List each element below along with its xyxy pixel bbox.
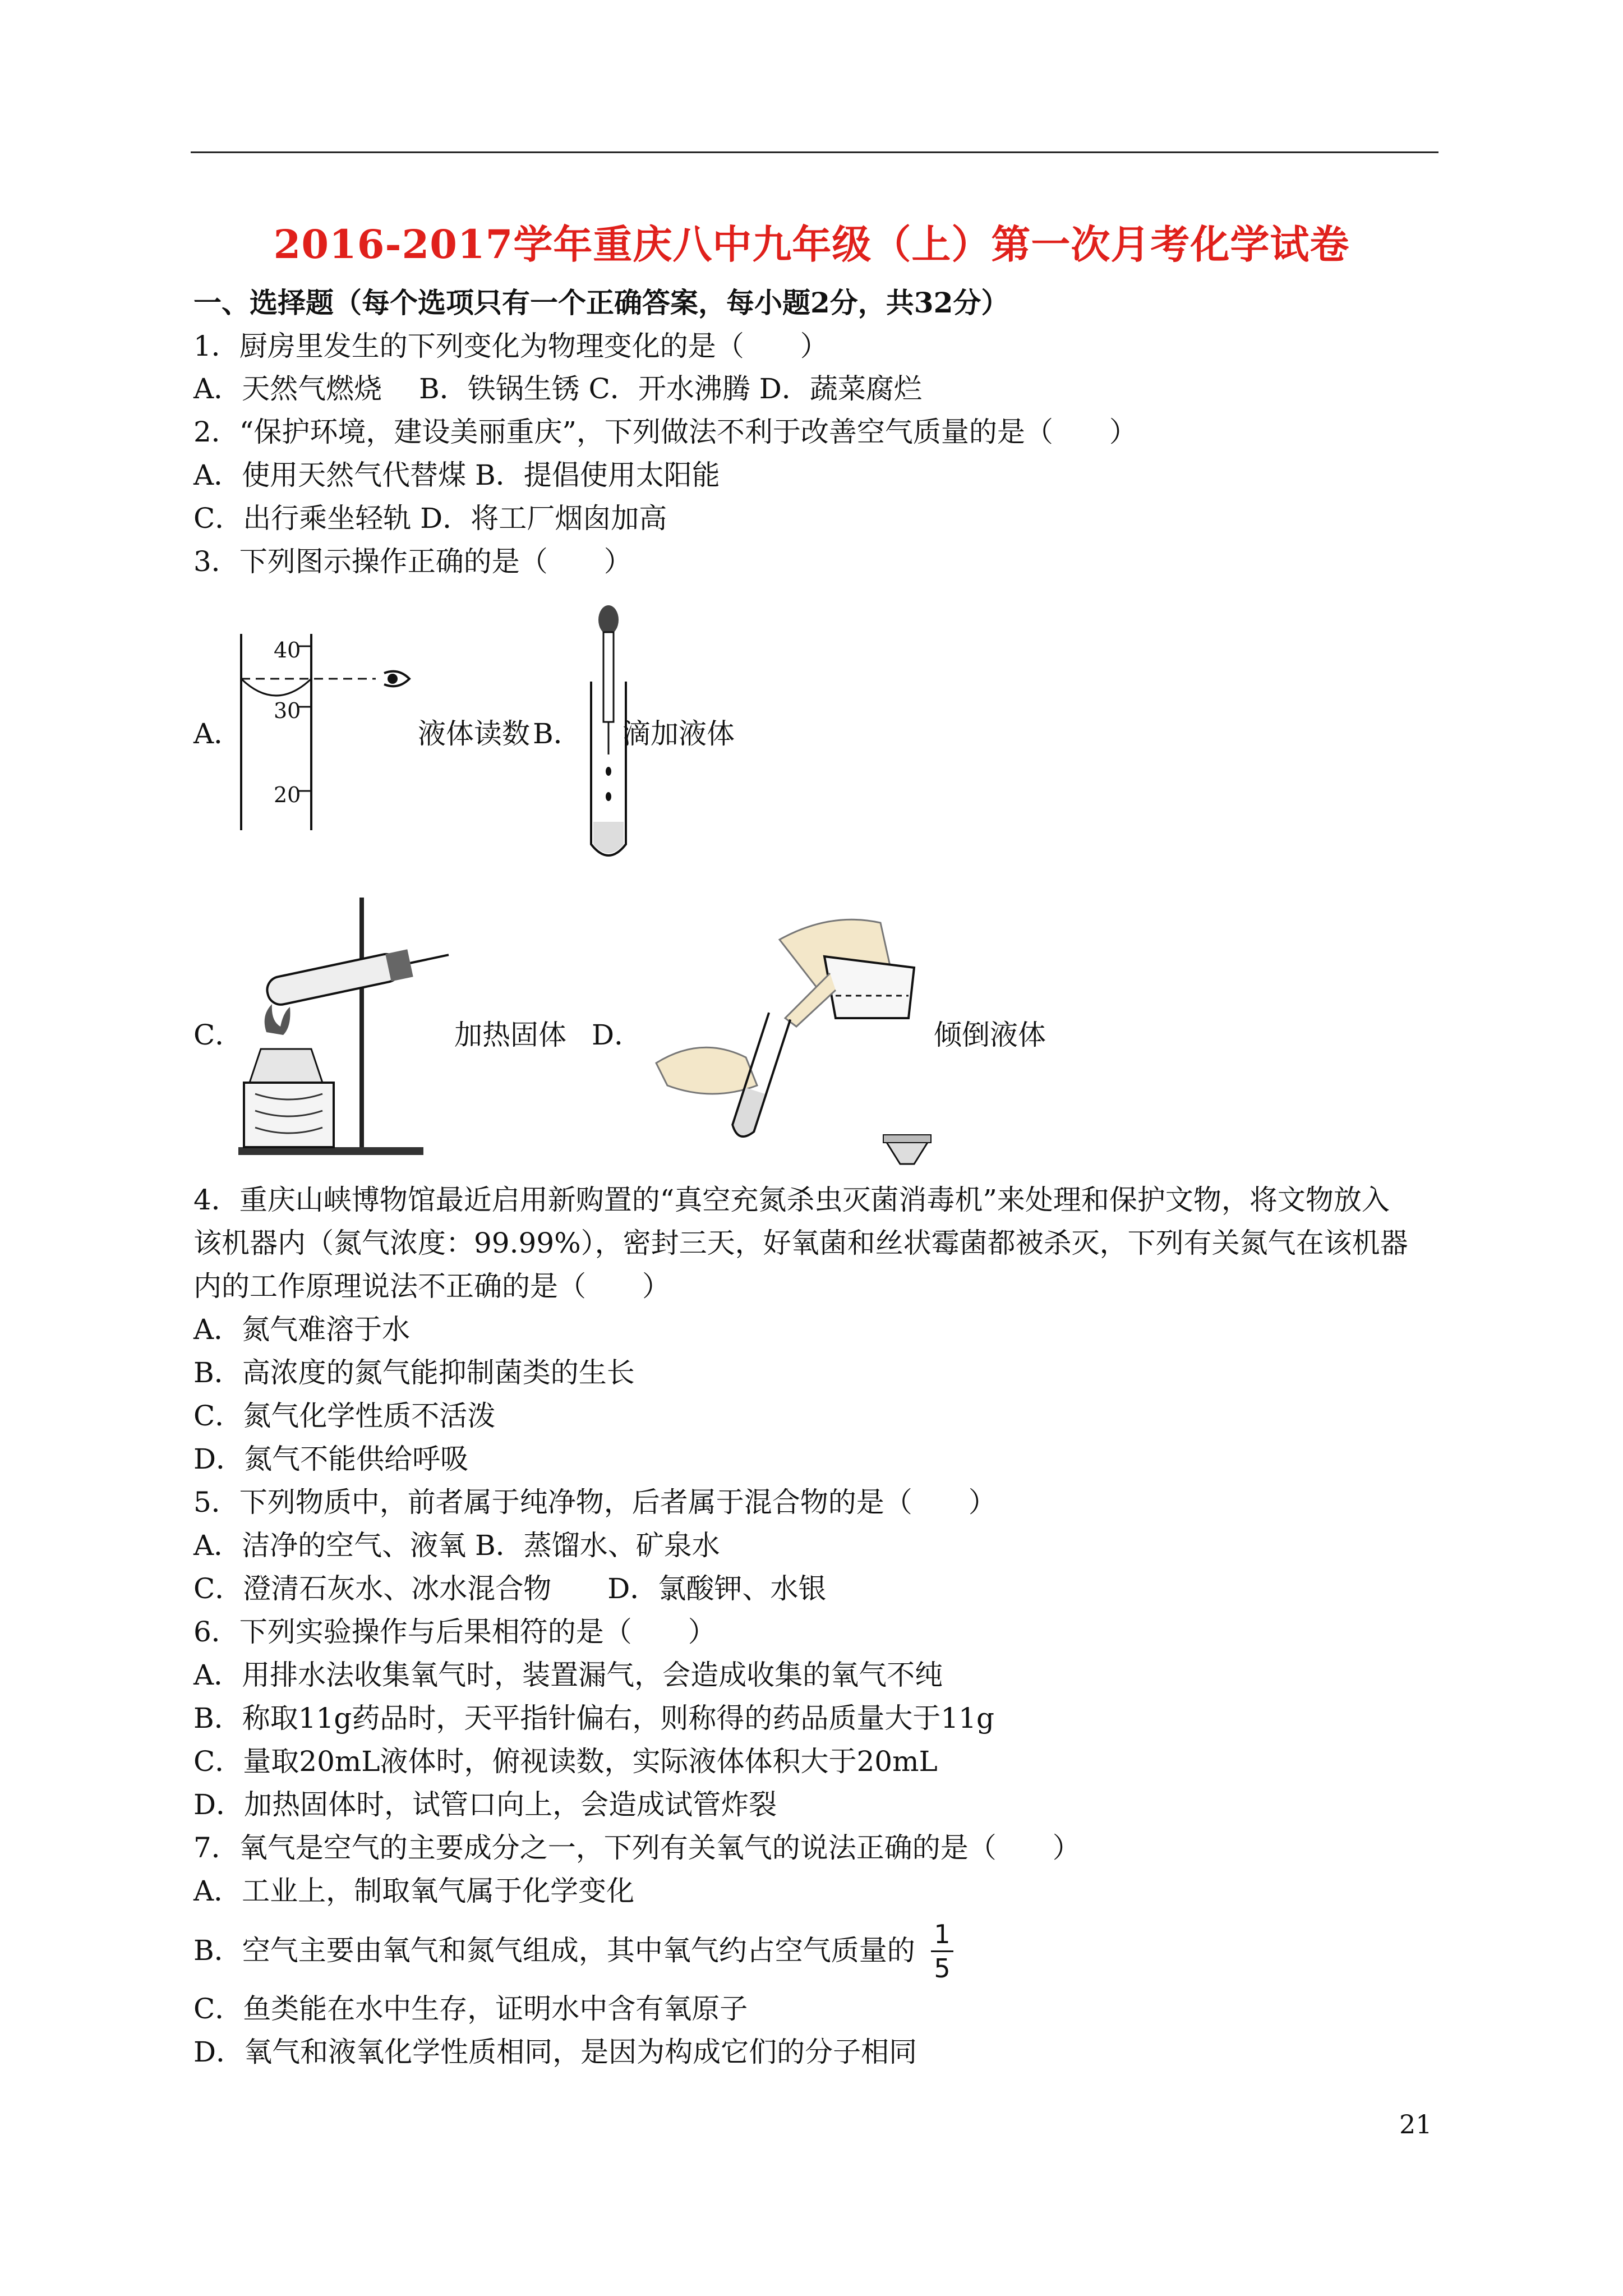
pouring-liquid-figure (651, 906, 965, 1170)
q4-option-b: B．高浓度的氮气能抑制菌类的生长 (193, 1356, 635, 1389)
q2-options-cd: C．出行乘坐轻轨 D．将工厂烟囱加高 (193, 502, 667, 535)
q4-option-a: A．氮气难溶于水 (193, 1313, 411, 1346)
q3-stem: 3．下列图示操作正确的是（ ） (193, 545, 632, 578)
q3-option-b-text: 滴加液体 (623, 717, 735, 750)
heating-solid-apparatus-figure (227, 892, 463, 1161)
q6-option-d: D．加热固体时，试管口向上，会造成试管炸裂 (193, 1788, 777, 1821)
q2-options-ab: A．使用天然气代替煤 B．提倡使用太阳能 (193, 459, 720, 491)
header-rule (191, 151, 1438, 153)
fraction-one-fifth (931, 1919, 953, 1984)
q2-stem: 2．“保护环境，建设美丽重庆”，下列做法不利于改善空气质量的是（ ） (193, 416, 1137, 448)
q6-option-b: B．称取11g药品时，天平指针偏右，则称得的药品质量大于11g (193, 1702, 995, 1734)
q6-option-a: A．用排水法收集氧气时，装置漏气，会造成收集的氧气不纯 (193, 1659, 943, 1691)
cylinder-scale-30: 30 (274, 698, 301, 723)
q4-option-c: C．氮气化学性质不活泼 (193, 1400, 496, 1432)
q5-options-cd: C．澄清石灰水、冰水混合物 D．氯酸钾、水银 (193, 1572, 827, 1605)
q4-option-d: D．氮气不能供给呼吸 (193, 1443, 469, 1475)
q3-option-d-text: 倾倒液体 (934, 1019, 1046, 1051)
page-number: 21 (1399, 2109, 1432, 2139)
fraction-numerator: 1 (934, 1919, 951, 1949)
q3-option-a-text: 液体读数 (418, 717, 530, 750)
q3-option-a-letter: A． (193, 717, 242, 750)
q6-option-c: C．量取20mL液体时，俯视读数，实际液体体积大于20mL (193, 1745, 938, 1778)
q5-options-ab: A．洁净的空气、液氧 B．蒸馏水、矿泉水 (193, 1529, 720, 1562)
q4-stem-line2: 该机器内（氮气浓度：99.99%），密封三天，好氧菌和丝状霉菌都被杀灭，下列有关氮气在该机器 (193, 1227, 1408, 1259)
q7-option-b: B．空气主要由氧气和氮气组成，其中氧气约占空气质量的 (193, 1934, 915, 1967)
q7-option-a: A．工业上，制取氧气属于化学变化 (193, 1875, 635, 1907)
graduated-cylinder-figure (224, 628, 426, 836)
fraction-bar (931, 1950, 953, 1952)
cylinder-scale-20: 20 (274, 783, 301, 807)
q1-stem: 1．厨房里发生的下列变化为物理变化的是（ ） (193, 330, 828, 362)
q7-option-c: C．鱼类能在水中生存，证明水中含有氧原子 (193, 1993, 748, 2025)
fraction-denominator: 5 (934, 1953, 951, 1984)
q4-stem-line3: 内的工作原理说法不正确的是（ ） (193, 1270, 670, 1303)
q3-option-d-letter: D． (592, 1019, 643, 1051)
q3-option-c-text: 加热固体 (454, 1019, 566, 1051)
q7-option-d: D．氧气和液氧化学性质相同，是因为构成它们的分子相同 (193, 2036, 917, 2068)
page-title: 2016-2017学年重庆八中九年级（上）第一次月考化学试卷 (273, 221, 1350, 268)
q3-option-c-letter: C． (193, 1019, 243, 1051)
section-heading: 一、选择题（每个选项只有一个正确答案，每小题2分，共32分） (193, 286, 1009, 319)
q3-option-b-letter: B． (533, 717, 582, 750)
q6-stem: 6．下列实验操作与后果相符的是（ ） (193, 1616, 716, 1648)
q5-stem: 5．下列物质中，前者属于纯净物，后者属于混合物的是（ ） (193, 1486, 997, 1519)
q1-options: A．天然气燃烧 B．铁锅生锈 C．开水沸腾 D．蔬菜腐烂 (193, 372, 922, 405)
q4-stem-line1: 4．重庆山峡博物馆最近启用新购置的“真空充氮杀虫灭菌消毒机”来处理和保护文物，将文物放入 (193, 1184, 1390, 1216)
cylinder-scale-40: 40 (274, 638, 301, 662)
q7-stem: 7．氧气是空气的主要成分之一，下列有关氧气的说法正确的是（ ） (193, 1832, 1081, 1864)
